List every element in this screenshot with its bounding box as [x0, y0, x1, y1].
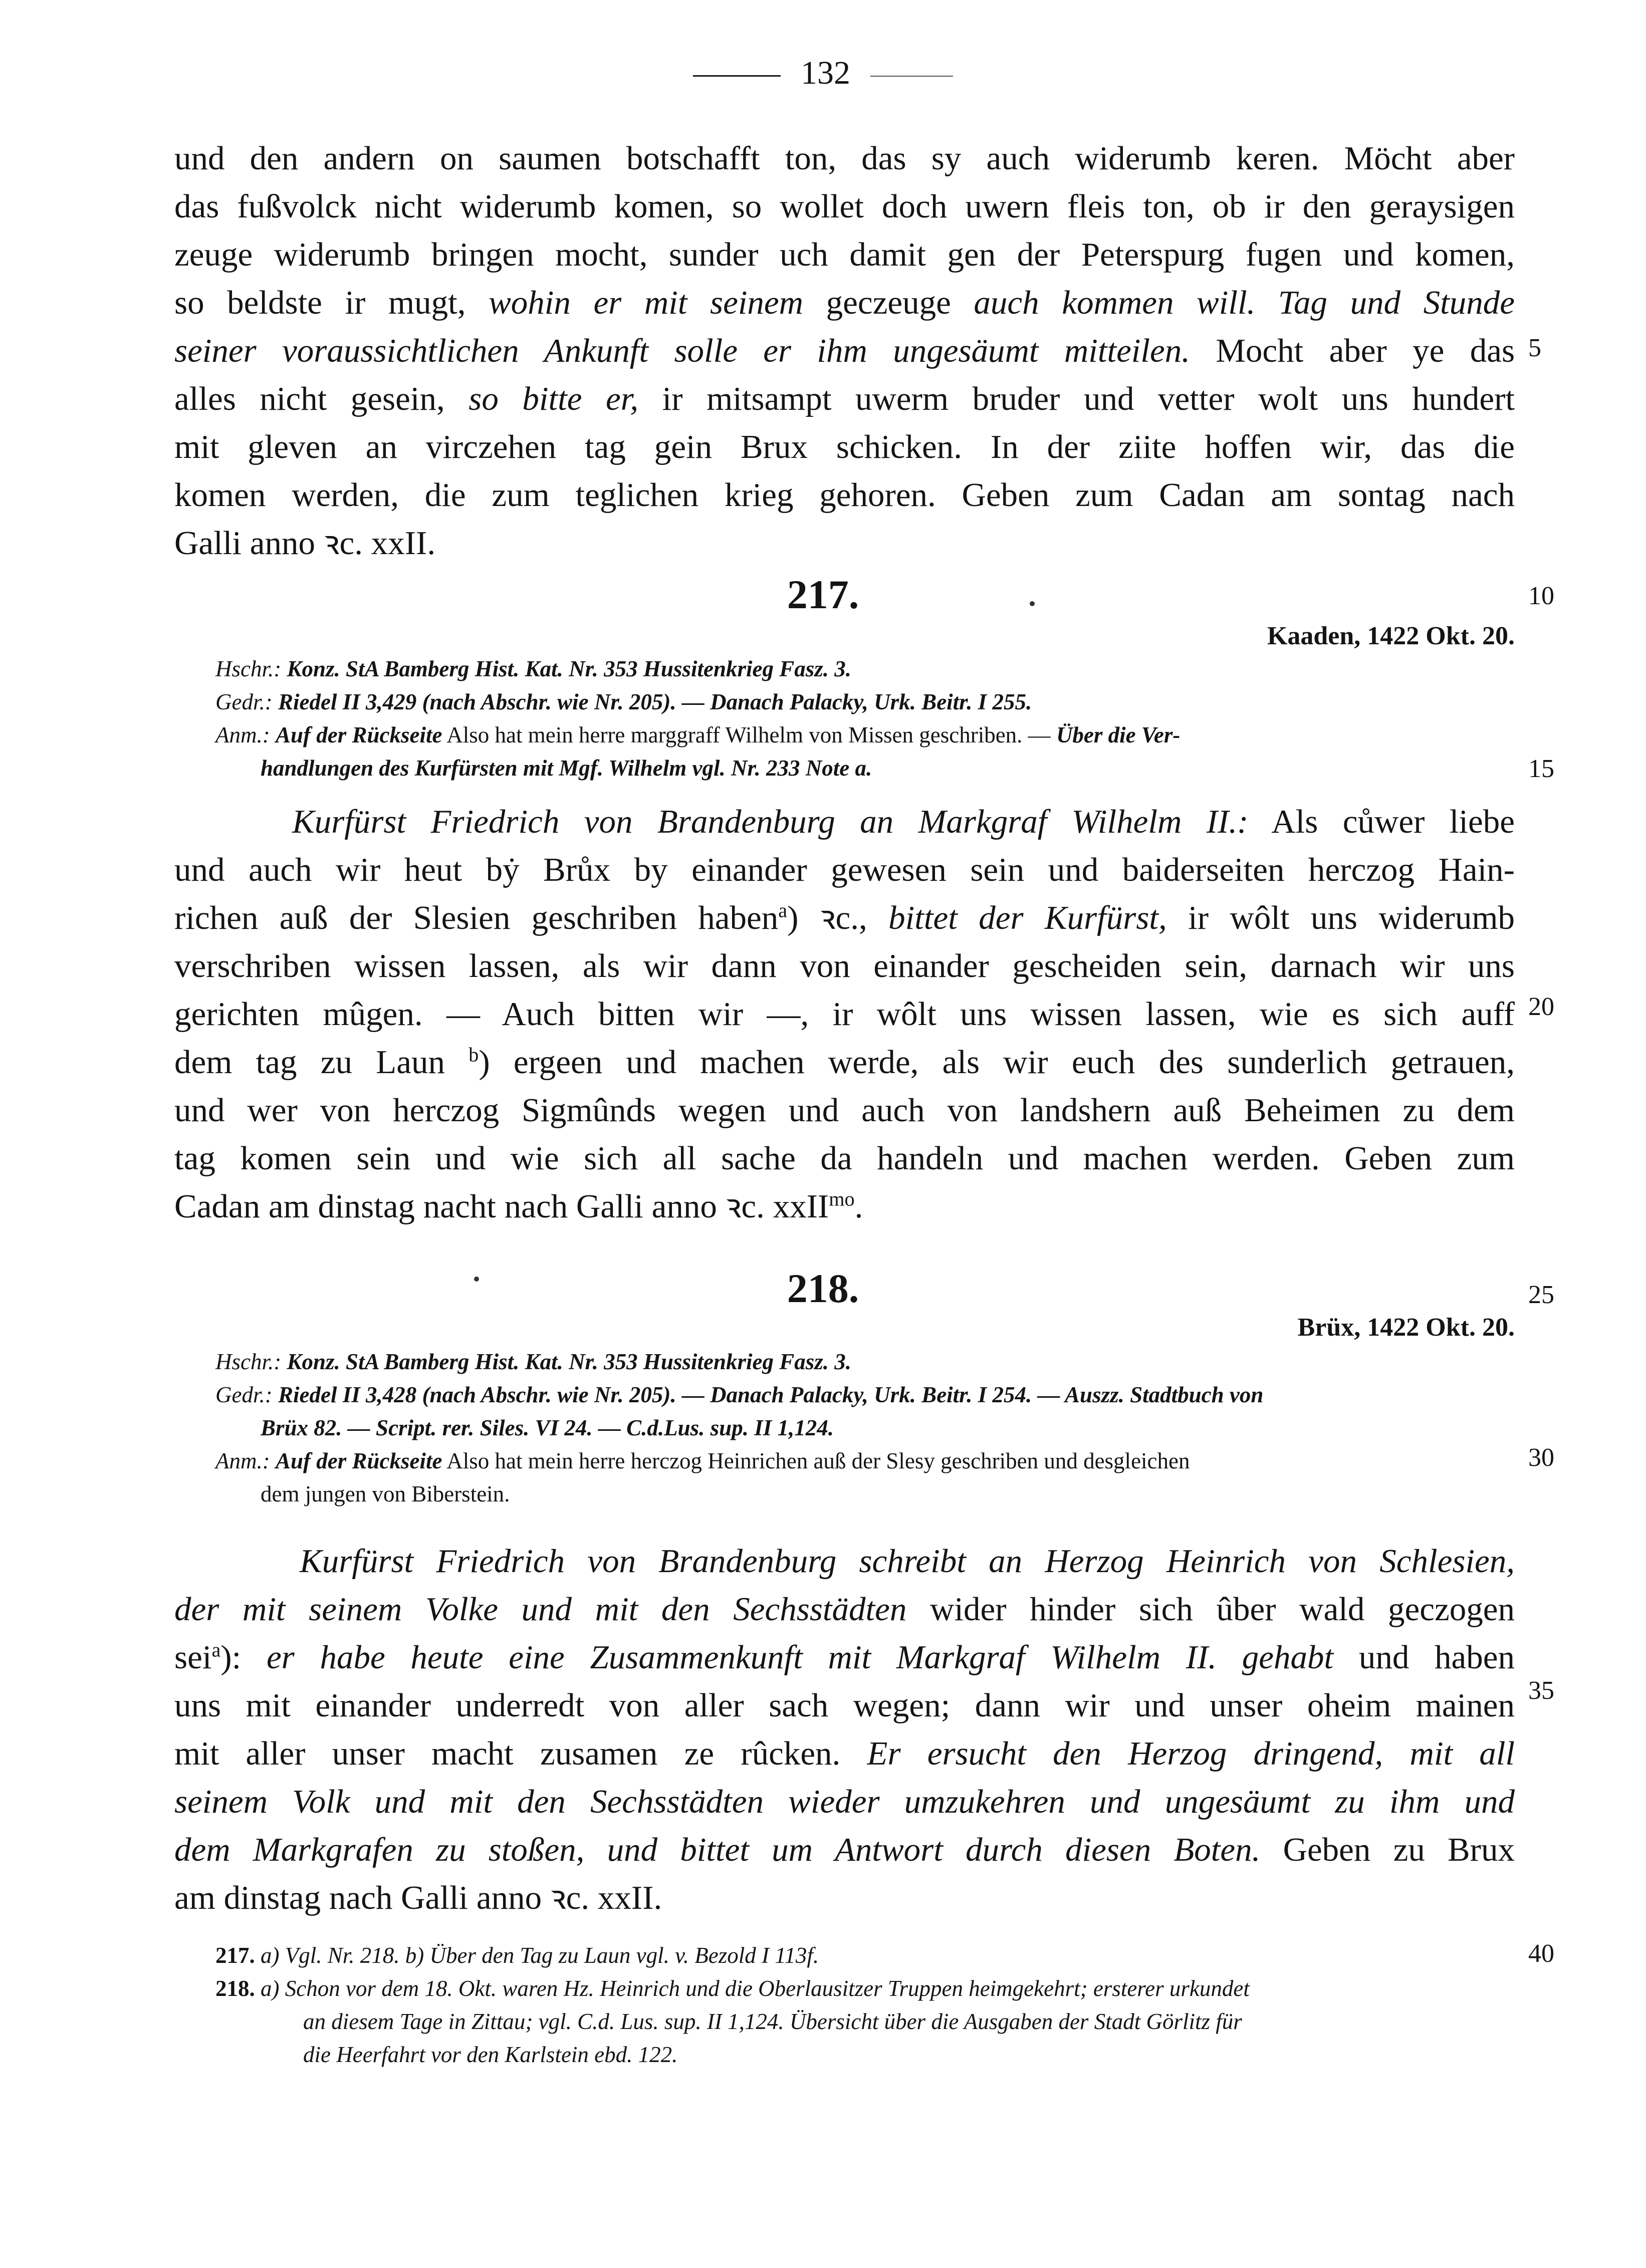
text-segment: Cadan am dinstag nacht nach Galli anno ꝛc. xxII [174, 1188, 829, 1225]
body-218 [174, 1537, 1515, 1922]
header-rule-left [693, 75, 781, 77]
apparatus-text: Also hat mein herre herczog Heinrichen auß der Slesy geschriben und desgleichen [446, 1448, 1190, 1473]
line-number: 40 [1528, 1939, 1554, 1968]
place-date-217: Kaaden, 1422 Okt. 20. [1267, 622, 1515, 650]
text-segment: dem tag zu Laun [174, 1044, 445, 1081]
apparatus-italic: Auf der Rückseite [275, 1448, 442, 1473]
apparatus-hschr [215, 652, 1513, 685]
apparatus-217 [215, 652, 1513, 785]
footnotes [215, 1939, 1513, 2071]
footnote-text: a) Schon vor dem 18. Okt. waren Hz. Heinrich und die Oberlausitzer Truppen heimgekehrt; ersterer urkundet [261, 1976, 1250, 2001]
apparatus-italic: Auf der Rückseite [275, 722, 442, 747]
editorial-italic: so bitte er, [468, 380, 639, 417]
regest-italic: Er ersucht den Herzog dringend, mit all [867, 1735, 1515, 1772]
apparatus-text: Konz. StA Bamberg Hist. Kat. Nr. 353 Hussitenkrieg Fasz. 3. [287, 656, 852, 681]
text-segment: wider hinder sich ûber wald geczogen [930, 1591, 1515, 1628]
body-217 [174, 798, 1515, 1230]
footnote-ref: a [778, 899, 788, 922]
apparatus-gedr-cont: Brüx 82. — Script. rer. Siles. VI 24. — C.d.Lus. sup. II 1,124. [261, 1415, 834, 1440]
text-segment: Als cůwer liebe [1271, 803, 1515, 840]
text-segment: richen auß der Slesien geschriben haben [174, 899, 779, 936]
text-line [174, 1537, 1515, 1585]
apparatus-italic: Über die Ver- [1056, 722, 1181, 747]
text-segment: ir wôlt uns widerumb [1188, 899, 1515, 936]
text-segment: und haben [1358, 1639, 1515, 1676]
text-segment: sei [174, 1639, 212, 1676]
text-line [174, 1038, 1515, 1086]
apparatus-label: Hschr.: [215, 1349, 282, 1374]
place-date-218: Brüx, 1422 Okt. 20. [1297, 1313, 1515, 1342]
footnote-218-cont: die Heerfahrt vor den Karlstein ebd. 122. [303, 2042, 678, 2067]
apparatus-anm-cont: dem jungen von Biberstein. [261, 1481, 510, 1506]
text-segment: Geben zu Brux [1283, 1831, 1515, 1868]
text-segment: so beldste ir mugt, [174, 284, 466, 321]
footnote-text: a) Vgl. Nr. 218. b) Über den Tag zu Laun vgl. v. Bezold I 113f. [261, 1943, 819, 1968]
apparatus-gedr [215, 1378, 1513, 1411]
superscript: mo [829, 1187, 855, 1210]
text-line: und den andern on saumen botschafft ton, das sy auch widerumb keren. Möcht aber [174, 140, 1515, 177]
text-line [174, 894, 1515, 942]
text-line: seinem Volk und mit den Sechsstädten wieder umzukehren und ungesäumt zu ihm und [174, 1783, 1515, 1820]
text-line [174, 798, 1515, 846]
apparatus-218 [215, 1345, 1513, 1510]
regest-italic: Kurfürst Friedrich von Brandenburg an Markgraf Wilhelm II.: [292, 803, 1249, 840]
text-line: komen werden, die zum teglichen krieg gehoren. Geben zum Cadan am sontag nach [174, 476, 1515, 514]
footnote-ref: b [468, 1043, 479, 1066]
text-line [174, 327, 1515, 375]
text-segment: ) ergeen und machen werde, als wir euch des sunderlich getrauen, [479, 1044, 1515, 1081]
regest-italic: dem Markgrafen zu stoßen, und bittet um Antwort durch diesen Boten. [174, 1831, 1261, 1868]
page-number: 132 [801, 55, 850, 91]
footnote-217 [215, 1939, 1513, 1972]
line-number: 30 [1528, 1443, 1554, 1472]
line-number: 35 [1528, 1676, 1554, 1705]
line-number: 20 [1528, 992, 1554, 1021]
text-line [174, 1585, 1515, 1633]
text-line: tag komen sein und wie sich all sache da handeln und machen werden. Geben zum [174, 1140, 1515, 1177]
header-rule-right [870, 76, 953, 77]
apparatus-text: Riedel II 3,428 (nach Abschr. wie Nr. 205). — Danach Palacky, Urk. Beitr. I 254. — Auszz. Stadtbuch von [278, 1382, 1264, 1407]
document-number-218: 218. [787, 1266, 859, 1311]
text-segment: ) ꝛc., [787, 899, 867, 936]
apparatus-label: Anm.: [215, 1448, 270, 1473]
apparatus-label: Gedr.: [215, 1382, 273, 1407]
line-number: 10 [1528, 582, 1554, 610]
text-line: Galli anno ꝛc. xxII. [174, 525, 436, 562]
text-segment: geczeuge [826, 284, 951, 321]
regest-italic: der mit seinem Volke und mit den Sechsstädten [174, 1591, 907, 1628]
apparatus-hschr [215, 1345, 1513, 1378]
regest-italic: er habe heute eine Zusammenkunft mit Markgraf Wilhelm II. gehabt [266, 1639, 1334, 1676]
text-segment: ir mitsampt uwerm bruder und vetter wolt uns hundert [662, 380, 1515, 417]
line-number: 25 [1528, 1281, 1554, 1309]
intro-paragraph [174, 134, 1515, 567]
apparatus-text: Riedel II 3,429 (nach Abschr. wie Nr. 205). — Danach Palacky, Urk. Beitr. I 255. [278, 689, 1032, 714]
text-line [174, 1182, 1515, 1230]
apparatus-label: Hschr.: [215, 656, 282, 681]
text-segment: . [854, 1188, 863, 1225]
text-line: das fußvolck nicht widerumb komen, so wollet doch uwern fleis ton, ob ir den geraysigen [174, 188, 1515, 225]
apparatus-anm [215, 718, 1513, 751]
footnote-number: 218. [215, 1976, 255, 2001]
page-header [0, 54, 1646, 92]
apparatus-label: Anm.: [215, 722, 270, 747]
text-line: mit gleven an virczehen tag gein Brux schicken. In der ziite hoffen wir, das die [174, 428, 1515, 465]
regest-italic: bittet der Kurfürst, [888, 899, 1167, 936]
text-line: gerichten mûgen. — Auch bitten wir —, ir wôlt uns wissen lassen, wie es sich auff [174, 995, 1515, 1033]
apparatus-anm-cont: handlungen des Kurfürsten mit Mgf. Wilhelm vgl. Nr. 233 Note a. [261, 755, 872, 781]
editorial-italic: auch kommen will. Tag und Stunde [974, 284, 1515, 321]
apparatus-text: Konz. StA Bamberg Hist. Kat. Nr. 353 Hussitenkrieg Fasz. 3. [287, 1349, 852, 1374]
apparatus-label: Gedr.: [215, 689, 273, 714]
print-speck [1030, 601, 1035, 606]
text-line [174, 279, 1515, 327]
footnote-ref: a [211, 1638, 221, 1661]
text-line: verschriben wissen lassen, als wir dann von einander gescheiden sein, darnach wir uns [174, 947, 1515, 984]
text-line: und auch wir heut bẏ Brůx by einander gewesen sein und baiderseiten herczog Hain- [174, 851, 1515, 888]
text-line: am dinstag nach Galli anno ꝛc. xxII. [174, 1879, 662, 1916]
text-line: zeuge widerumb bringen mocht, sunder uch damit gen der Peterspurg fugen und komen, [174, 236, 1515, 273]
apparatus-text: Also hat mein herre marggraff Wilhelm von Missen geschriben. — [446, 722, 1051, 747]
line-number: 15 [1528, 754, 1554, 783]
footnote-218-cont: an diesem Tage in Zittau; vgl. C.d. Lus. sup. II 1,124. Übersicht über die Ausgaben der Stadt Görlitz für [303, 2009, 1242, 2034]
text-line [174, 1826, 1515, 1874]
regest-italic: Kurfürst Friedrich von Brandenburg schreibt an Herzog Heinrich von Schlesien, [300, 1543, 1515, 1580]
editorial-italic: wohin er mit seinem [489, 284, 804, 321]
footnote-number: 217. [215, 1943, 255, 1968]
text-segment: Mocht aber ye das [1216, 332, 1515, 369]
line-number: 5 [1528, 334, 1541, 362]
text-line: und wer von herczog Sigmûnds wegen und auch von landshern auß Beheimen zu dem [174, 1092, 1515, 1129]
text-segment: ): [220, 1639, 242, 1676]
footnote-218 [215, 1972, 1513, 2005]
text-line [174, 1633, 1515, 1681]
apparatus-gedr [215, 685, 1513, 718]
text-segment: alles nicht gesein, [174, 380, 445, 417]
text-line [174, 1729, 1515, 1778]
text-line [174, 375, 1515, 423]
document-number-217: 217. [787, 572, 859, 617]
text-segment: mit aller unser macht zusamen ze rûcken. [174, 1735, 841, 1772]
editorial-italic: seiner voraussichtlichen Ankunft solle er ihm ungesäumt mitteilen. [174, 332, 1191, 369]
text-line: uns mit einander underredt von aller sach wegen; dann wir und unser oheim mainen [174, 1687, 1515, 1724]
apparatus-anm [215, 1444, 1513, 1477]
